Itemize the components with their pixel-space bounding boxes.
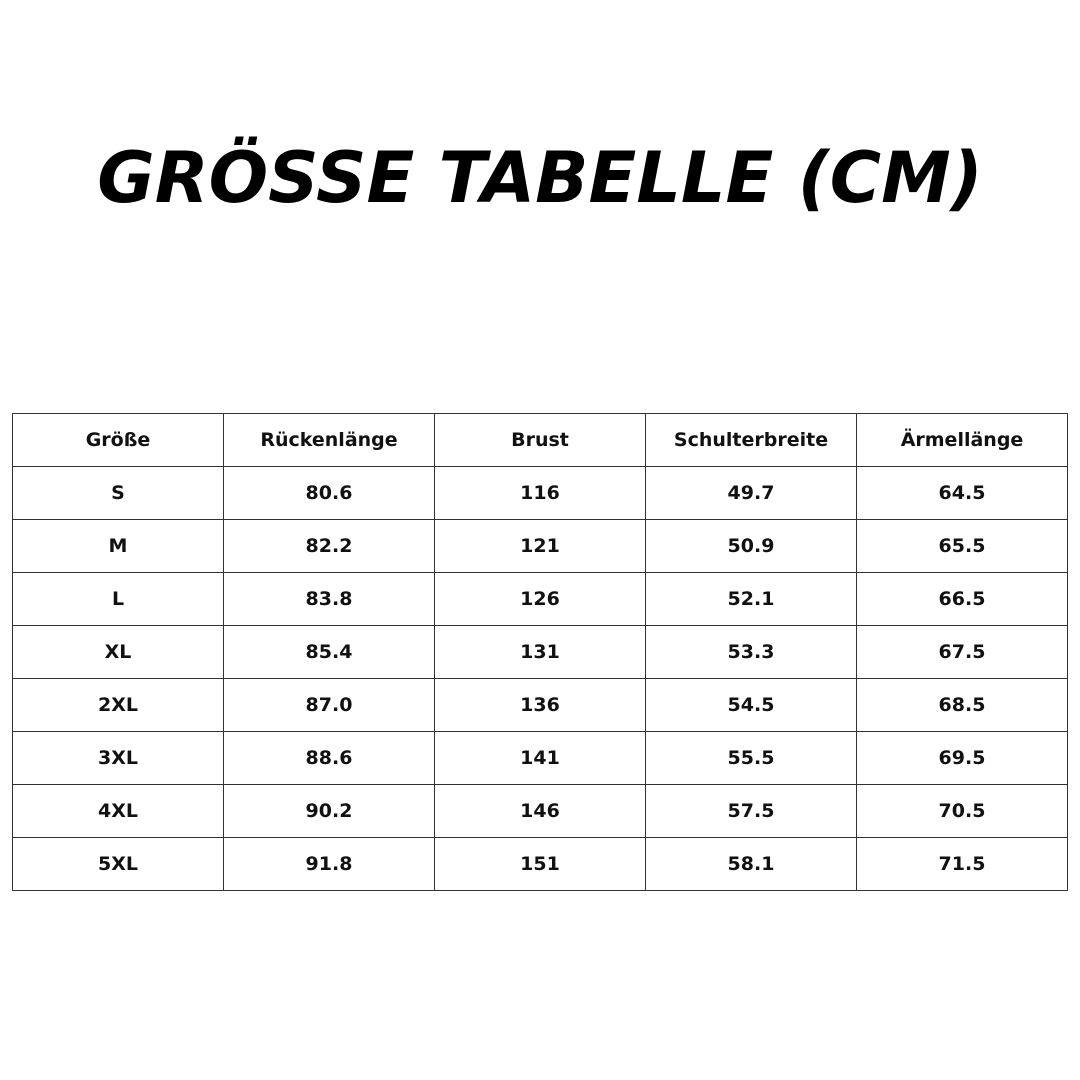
page-title: GRÖSSE TABELLE (CM) — [97, 137, 983, 219]
table-cell-shoulder-width: 54.5 — [646, 679, 857, 732]
header-cell-size: Größe — [13, 414, 224, 467]
table-cell-back-length: 91.8 — [224, 838, 435, 891]
table-cell-chest: 121 — [435, 520, 646, 573]
table-cell-sleeve-length: 70.5 — [857, 785, 1068, 838]
table-row — [13, 838, 1068, 891]
table-cell-chest: 151 — [435, 838, 646, 891]
table-row — [13, 785, 1068, 838]
header-cell-sleeve-length: Ärmellänge — [857, 414, 1068, 467]
header-cell-chest: Brust — [435, 414, 646, 467]
table-cell-size: L — [13, 573, 224, 626]
table-cell-back-length: 83.8 — [224, 573, 435, 626]
table-cell-sleeve-length: 64.5 — [857, 467, 1068, 520]
table-row — [13, 732, 1068, 785]
table-row — [13, 679, 1068, 732]
table-cell-chest: 141 — [435, 732, 646, 785]
table-cell-shoulder-width: 55.5 — [646, 732, 857, 785]
table-cell-back-length: 87.0 — [224, 679, 435, 732]
header-row — [13, 414, 1068, 467]
table-header — [13, 414, 1068, 467]
table-cell-back-length: 82.2 — [224, 520, 435, 573]
table-cell-back-length: 85.4 — [224, 626, 435, 679]
table-cell-chest: 146 — [435, 785, 646, 838]
table-cell-shoulder-width: 57.5 — [646, 785, 857, 838]
table-cell-shoulder-width: 58.1 — [646, 838, 857, 891]
header-cell-back-length: Rückenlänge — [224, 414, 435, 467]
table-cell-shoulder-width: 50.9 — [646, 520, 857, 573]
table-cell-size: XL — [13, 626, 224, 679]
table-cell-sleeve-length: 69.5 — [857, 732, 1068, 785]
header-cell-shoulder-width: Schulterbreite — [646, 414, 857, 467]
table-row — [13, 467, 1068, 520]
table-cell-sleeve-length: 67.5 — [857, 626, 1068, 679]
table-cell-sleeve-length: 65.5 — [857, 520, 1068, 573]
table-cell-size: 2XL — [13, 679, 224, 732]
table-cell-sleeve-length: 66.5 — [857, 573, 1068, 626]
table-body — [13, 467, 1068, 891]
table-cell-size: 4XL — [13, 785, 224, 838]
table-cell-sleeve-length: 68.5 — [857, 679, 1068, 732]
table-cell-size: M — [13, 520, 224, 573]
table-row — [13, 573, 1068, 626]
table-cell-chest: 126 — [435, 573, 646, 626]
table-cell-chest: 136 — [435, 679, 646, 732]
table-cell-chest: 116 — [435, 467, 646, 520]
table-row — [13, 520, 1068, 573]
table-cell-shoulder-width: 52.1 — [646, 573, 857, 626]
table-cell-size: 3XL — [13, 732, 224, 785]
table-cell-chest: 131 — [435, 626, 646, 679]
table-cell-sleeve-length: 71.5 — [857, 838, 1068, 891]
table-cell-size: S — [13, 467, 224, 520]
table-row — [13, 626, 1068, 679]
size-table — [12, 413, 1068, 891]
table-cell-size: 5XL — [13, 838, 224, 891]
table-cell-back-length: 90.2 — [224, 785, 435, 838]
table-cell-shoulder-width: 49.7 — [646, 467, 857, 520]
table-cell-back-length: 80.6 — [224, 467, 435, 520]
table-cell-back-length: 88.6 — [224, 732, 435, 785]
table-cell-shoulder-width: 53.3 — [646, 626, 857, 679]
